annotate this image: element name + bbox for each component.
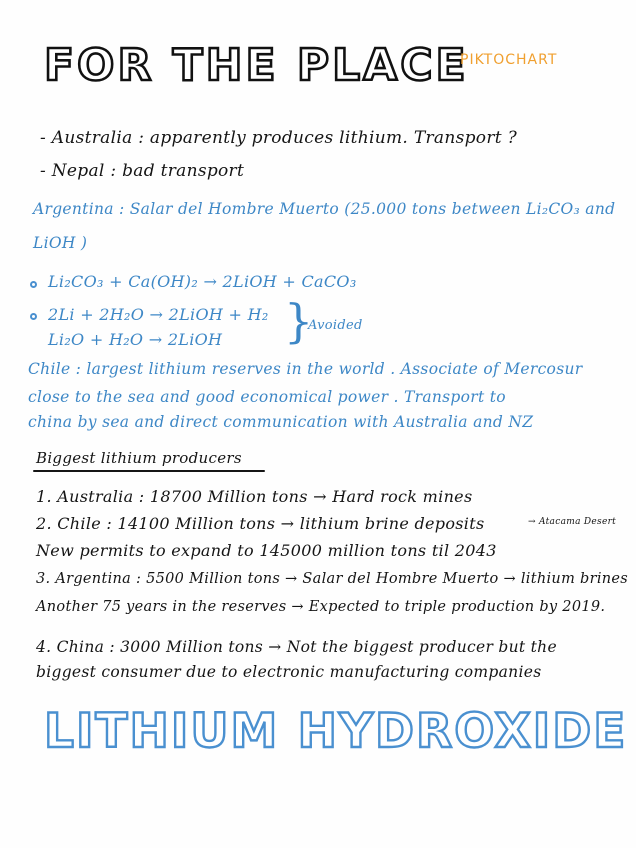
producer-china-continued: biggest consumer due to electronic manufacturing companies — [36, 663, 542, 681]
chile-note-line1: Chile : largest lithium reserves in the world . Associate of Mercosur — [28, 360, 583, 378]
argentina-note-line2: LiOH ) — [33, 234, 88, 252]
bullet-icon — [30, 313, 37, 320]
nepal-note: - Nepal : bad transport — [40, 161, 245, 181]
reaction-1: Li₂CO₃ + Ca(OH)₂ → 2LiOH + CaCO₃ — [48, 272, 357, 291]
producer-chile: 2. Chile : 14100 Million tons → lithium brine deposits — [36, 514, 485, 533]
bullet-icon — [30, 281, 37, 288]
producer-chile-note: → Atacama Desert — [528, 517, 617, 527]
chile-note-line3: china by sea and direct communication with Australia and NZ — [28, 413, 534, 431]
producer-chile-continued: New permits to expand to 145000 million tons til 2043 — [36, 541, 497, 560]
page-title: FOR THE PLACE — [44, 40, 469, 91]
footer-title: LITHIUM HYDROXIDE — [44, 704, 628, 759]
reaction-2: 2Li + 2H₂O → 2LiOH + H₂ — [48, 305, 269, 324]
heading-underline — [33, 470, 265, 472]
avoided-label: Avoided — [308, 318, 363, 333]
chile-note-line2: close to the sea and good economical power . Transport to — [28, 388, 506, 406]
producer-china: 4. China : 3000 Million tons → Not the biggest producer but the — [36, 638, 557, 656]
producer-argentina: 3. Argentina : 5500 Million tons → Salar del Hombre Muerto → lithium brines — [36, 571, 629, 587]
brand-label: PIKTOCHART — [460, 52, 558, 68]
reaction-3: Li₂O + H₂O → 2LiOH — [48, 330, 223, 349]
producer-argentina-continued: Another 75 years in the reserves → Expected to triple production by 2019. — [36, 599, 606, 615]
argentina-note-line1: Argentina : Salar del Hombre Muerto (25.000 tons between Li₂CO₃ and — [33, 200, 616, 218]
australia-note: - Australia : apparently produces lithium. Transport ? — [40, 128, 518, 148]
right-brace-icon: } — [284, 294, 314, 348]
producer-australia: 1. Australia : 18700 Million tons → Hard rock mines — [36, 487, 473, 506]
producers-heading: Biggest lithium producers — [36, 449, 242, 467]
